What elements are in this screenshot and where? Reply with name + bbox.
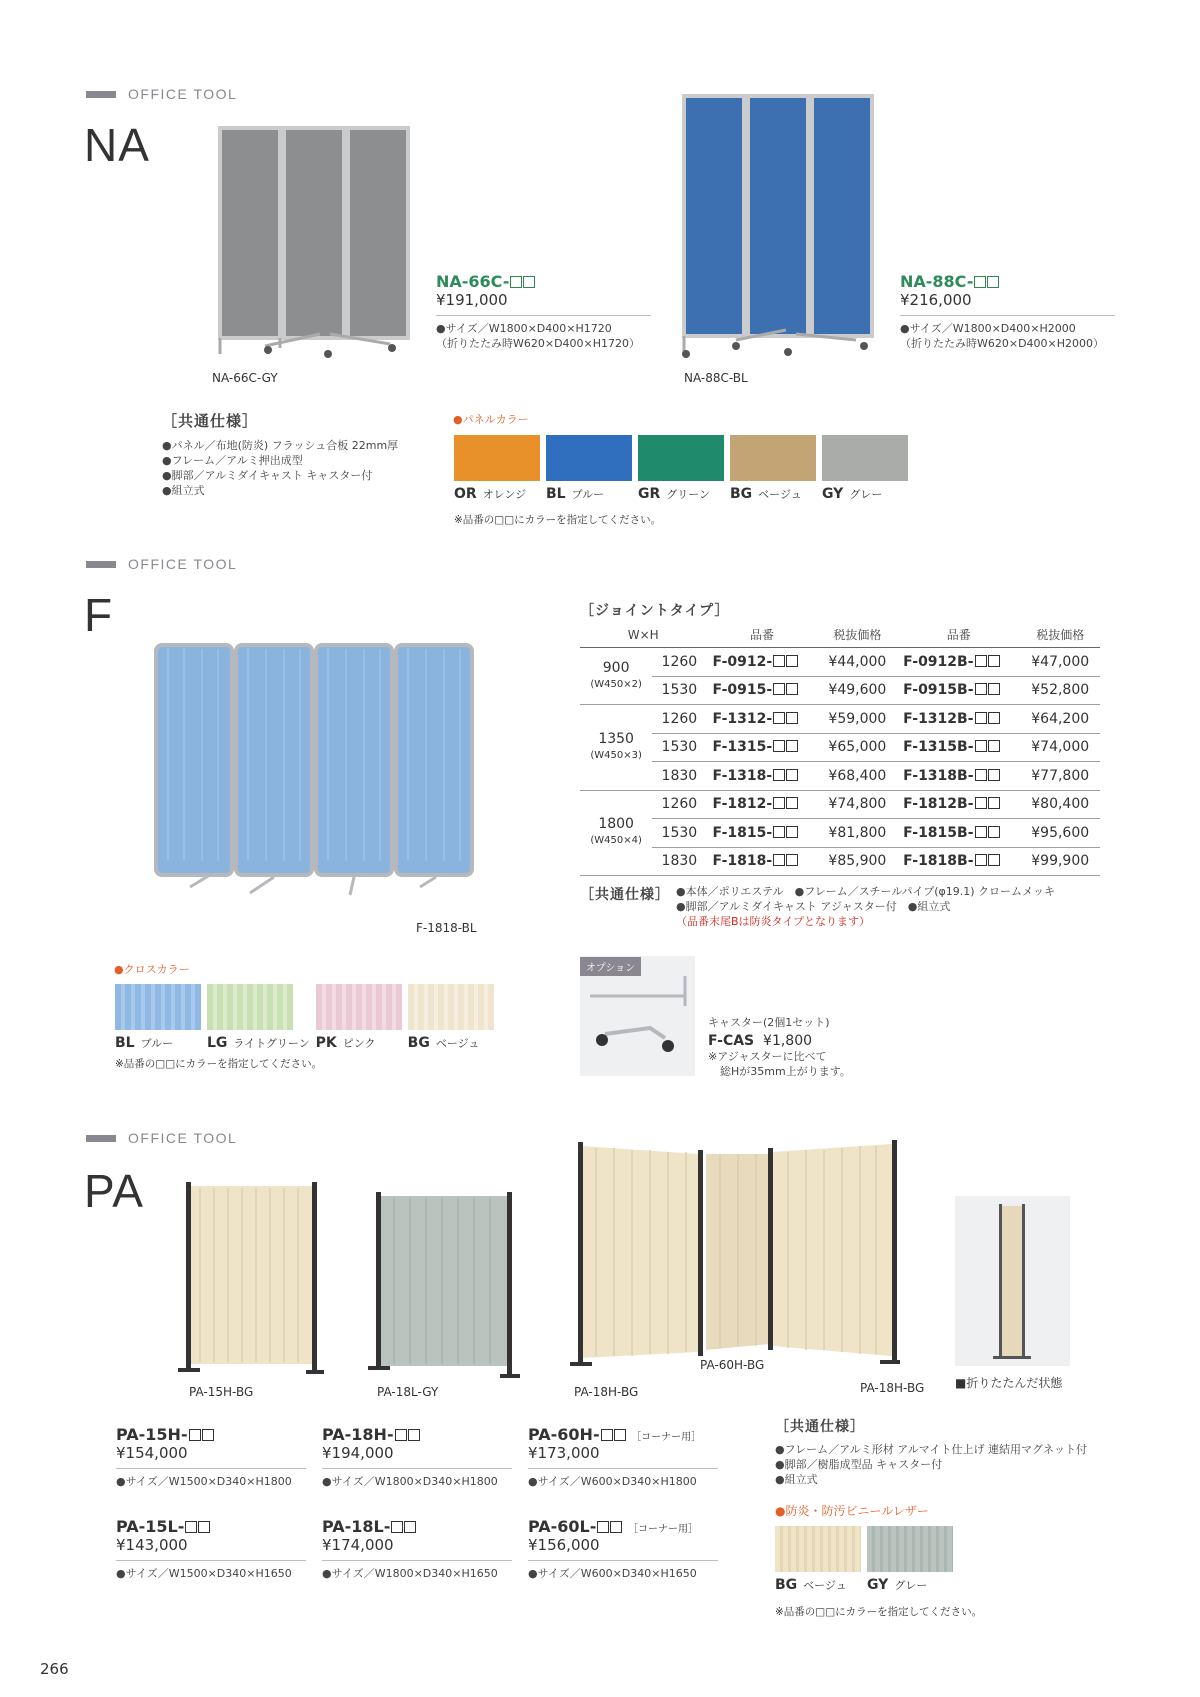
na-66c-image <box>210 122 410 360</box>
pa-60l-info: PA-60L- ［コーナー用］ ¥156,000 ●サイズ／W600×D340×H1650 <box>528 1517 718 1581</box>
pa-18l-info: PA-18L- ¥174,000 ●サイズ／W1800×D340×H1650 <box>322 1517 512 1581</box>
f-joint-type-title: ［ジョイントタイプ］ <box>580 603 730 619</box>
na-common-specs: ［共通仕様］ ●パネル／布地(防炎) フラッシュ合板 22mm厚 ●フレーム／アルミ押出成型 ●脚部／アルミダイキャスト キャスター付 ●組立式 <box>162 412 399 497</box>
caster-icon <box>580 976 695 1076</box>
section-label-f: OFFICE TOOL <box>86 556 237 572</box>
table-row: 1800 (W450×4) 1260 F-1812- ¥74,800 F-1812B- ¥80,400 <box>580 790 1100 819</box>
table-row: 1530 F-0915- ¥49,600 F-0915B- ¥52,800 <box>580 676 1100 705</box>
pa-15h-image <box>176 1180 326 1380</box>
color-swatch-bg: BG ベージュ <box>730 435 816 502</box>
page-number: 266 <box>40 1660 69 1678</box>
na-88c-caption: NA-88C-BL <box>684 371 748 385</box>
pa-caption-4: PA-60H-BG <box>700 1358 765 1372</box>
color-swatch-gy: GY グレー <box>822 435 908 502</box>
color-swatch-or: OR オレンジ <box>454 435 540 502</box>
section-title-f: F <box>84 589 114 641</box>
section-label-na: OFFICE TOOL <box>86 86 237 102</box>
na-88c-price: ¥216,000 <box>900 291 972 309</box>
option-caster-info: キャスター(2個1セット) F-CAS ¥1,800 ※アジャスターに比べて 総Hが35mm上がります。 <box>708 1016 851 1078</box>
pa-18h-60h-image <box>570 1140 900 1372</box>
na-66c-size: ●サイズ／W1800×D400×H1720 <box>436 322 612 335</box>
table-row: 1830 F-1818- ¥85,900 F-1818B- ¥99,900 <box>580 847 1100 876</box>
pa-15l-info: PA-15L- ¥143,000 ●サイズ／W1500×D340×H1650 <box>116 1517 306 1581</box>
color-swatch-bl: BL ブルー <box>546 435 632 502</box>
color-swatch-gr: GR グリーン <box>638 435 724 502</box>
option-caster-image <box>580 956 695 1076</box>
pa-folded-image <box>955 1196 1070 1366</box>
na-88c-folded: （折りたたみ時W620×D400×H2000） <box>900 337 1105 350</box>
na-panel-color-title: ●パネルカラー <box>453 413 529 426</box>
f-caption: F-1818-BL <box>416 921 477 935</box>
table-row: 1530 F-1315- ¥65,000 F-1315B- ¥74,000 <box>580 733 1100 762</box>
f-color-swatches <box>115 984 494 1051</box>
pa-caption-5: PA-18H-BG <box>860 1381 925 1395</box>
section-title-pa: PA <box>84 1165 144 1217</box>
pa-color-swatches <box>775 1526 953 1593</box>
f-color-note: ※品番の□□にカラーを指定してください。 <box>115 1058 323 1070</box>
pa-folded-caption: ■折りたたんだ状態 <box>955 1376 1063 1390</box>
na-color-note: ※品番の□□にカラーを指定してください。 <box>454 514 662 526</box>
color-swatch-lg: LG ライトグリーン <box>207 984 310 1051</box>
folded-panel-icon <box>955 1196 1070 1366</box>
pa-15h-info: PA-15H- ¥154,000 ●サイズ／W1500×D340×H1800 <box>116 1425 306 1489</box>
color-swatch-bg: BG ベージュ <box>408 984 494 1051</box>
f-common-specs: ［共通仕様］ ●本体／ポリエステル ●フレーム／スチールパイプ(φ19.1) クロームメッキ ●脚部／アルミダイキャスト アジャスター付 ●組立式 （品番末尾Bは防炎タイプとなります） <box>580 885 1056 928</box>
na-color-swatches <box>454 435 908 502</box>
table-row: 1830 F-1318- ¥68,400 F-1318B- ¥77,800 <box>580 762 1100 791</box>
color-swatch-bg: BG ベージュ <box>775 1526 861 1593</box>
pa-18l-image <box>364 1190 524 1386</box>
section-title-na: NA <box>84 119 150 171</box>
pa-leather-title: ●防炎・防汚ビニールレザー <box>775 1504 929 1518</box>
table-row: 1350 (W450×3) 1260 F-1312- ¥59,000 F-1312B- ¥64,200 <box>580 705 1100 734</box>
f-1818-image <box>150 625 480 905</box>
na-88c-image <box>676 90 876 360</box>
pa-caption-2: PA-18L-GY <box>377 1385 439 1399</box>
pa-60h-info: PA-60H- ［コーナー用］ ¥173,000 ●サイズ／W600×D340×H1800 <box>528 1425 718 1489</box>
f-cloth-color-title: ●クロスカラー <box>114 963 190 976</box>
f-price-table: W×H 品番 税抜価格 品番 税抜価格 900 (W450×2) 1260 F-0912- ¥44,000 F-0912B- ¥47,000 1530 F-0915- ¥49,600 F-0915B- ¥52,800 1350 (W450×3) 1260 F-1312- ¥59,000 F-1312B- ¥64,200 1530 F-1315- ¥65,000 F-1315B- ¥74,000 1830 F-1318- ¥68,400 F-1318B- ¥77,800 1800 (W450×4) 1260 F-1812- ¥74,800 F-1812B- ¥80,400 1530 F-1815- ¥81,800 F-1815B- ¥95,600 1830 F-1818- ¥85,900 F-1818B- ¥99,900 <box>580 622 1100 876</box>
section-label-pa: OFFICE TOOL <box>86 1130 237 1146</box>
na-66c-info <box>436 272 651 351</box>
na-88c-info <box>900 272 1115 351</box>
na-88c-size: ●サイズ／W1800×D400×H2000 <box>900 322 1076 335</box>
pa-caption-1: PA-15H-BG <box>189 1385 254 1399</box>
pa-common-specs: ［共通仕様］ ●フレーム／アルミ形材 アルマイト仕上げ 連結用マグネット付 ●脚部／樹脂成型品 キャスター付 ●組立式 <box>775 1419 1087 1486</box>
pa-color-note: ※品番の□□にカラーを指定してください。 <box>775 1606 983 1618</box>
na-66c-folded: （折りたたみ時W620×D400×H1720） <box>436 337 641 350</box>
color-swatch-pk: PK ピンク <box>316 984 402 1051</box>
color-swatch-gy: GY グレー <box>867 1526 953 1593</box>
pa-18h-info: PA-18H- ¥194,000 ●サイズ／W1800×D340×H1800 <box>322 1425 512 1489</box>
na-66c-price: ¥191,000 <box>436 291 508 309</box>
color-swatch-bl: BL ブルー <box>115 984 201 1051</box>
table-row: 1530 F-1815- ¥81,800 F-1815B- ¥95,600 <box>580 819 1100 848</box>
na-88c-model: NA-88C- <box>900 272 1115 291</box>
table-row: 900 (W450×2) 1260 F-0912- ¥44,000 F-0912B- ¥47,000 <box>580 648 1100 677</box>
option-price: ¥1,800 <box>763 1033 813 1049</box>
na-66c-model: NA-66C- <box>436 272 651 291</box>
option-badge: オプション <box>580 957 641 976</box>
pa-caption-3: PA-18H-BG <box>574 1385 639 1399</box>
option-code: F-CAS <box>708 1033 755 1049</box>
na-66c-caption: NA-66C-GY <box>212 371 278 385</box>
